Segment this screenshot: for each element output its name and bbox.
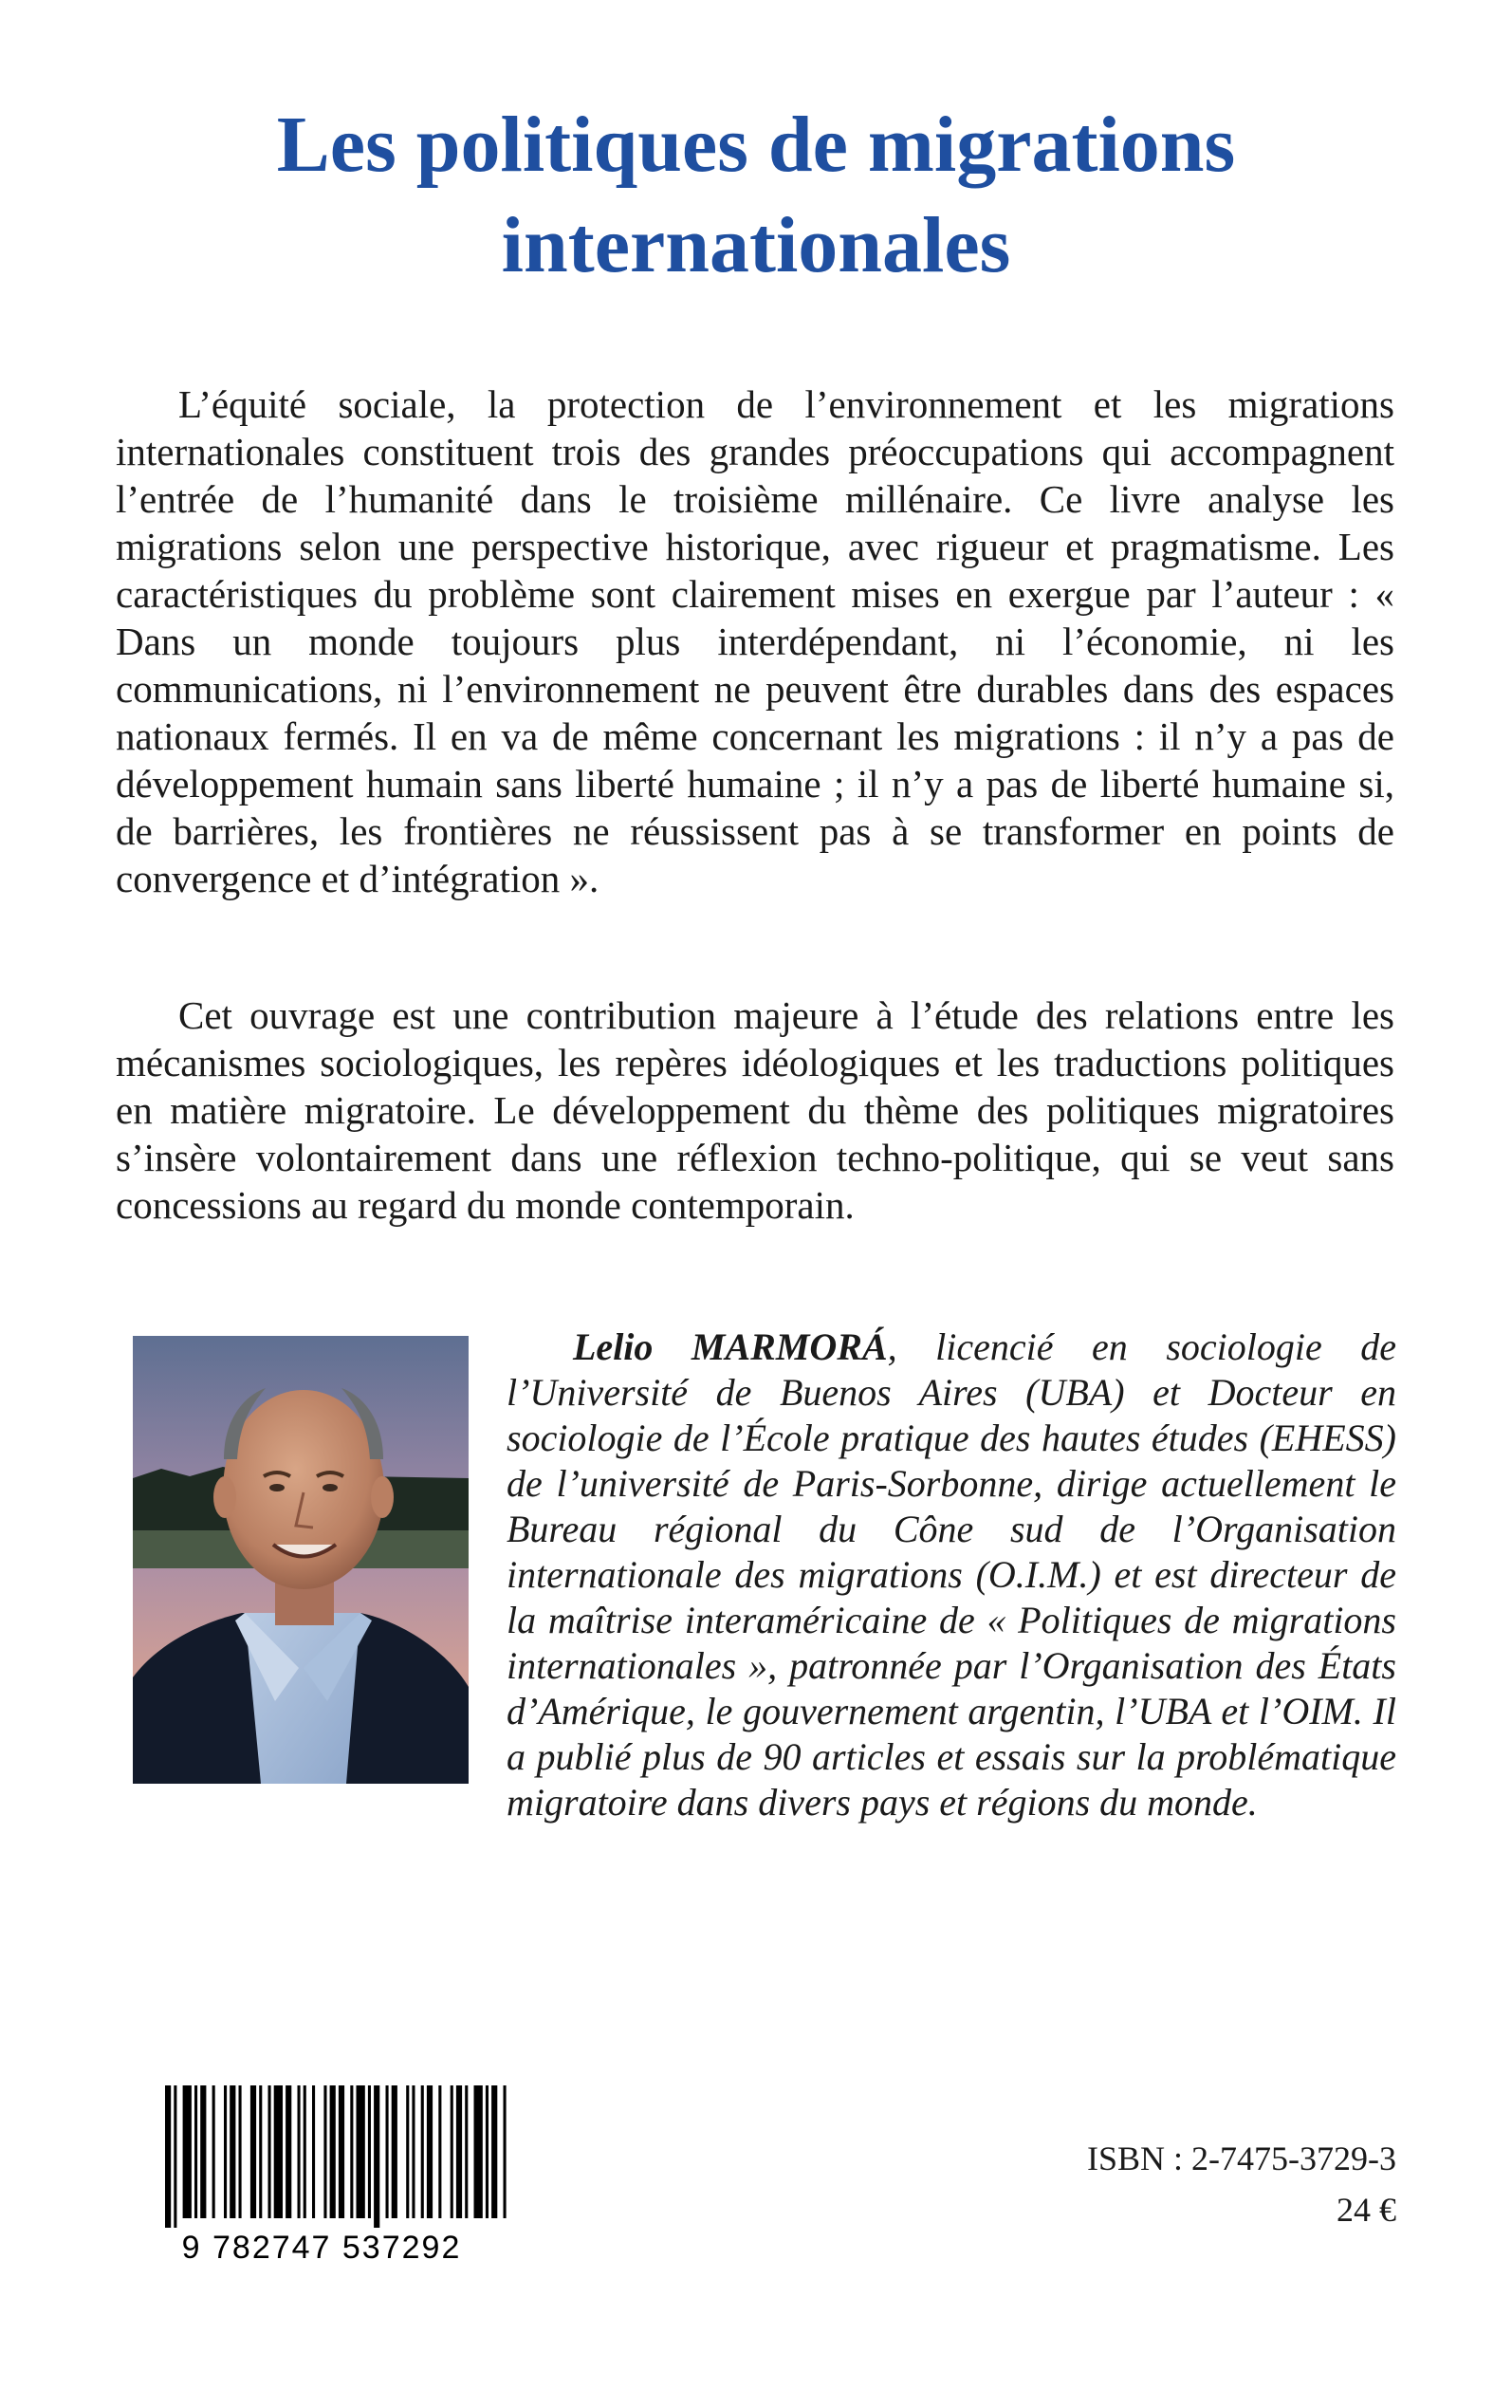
- barcode-bar: [456, 2085, 462, 2218]
- barcode-bar: [421, 2085, 424, 2218]
- barcode-bars: [165, 2085, 507, 2228]
- barcode-bar: [486, 2085, 489, 2218]
- barcode-bar: [465, 2085, 468, 2218]
- barcode-bar: [504, 2085, 507, 2218]
- barcode-bar: [183, 2085, 192, 2218]
- barcode-bar: [330, 2085, 336, 2218]
- barcode-bar: [438, 2085, 441, 2218]
- barcode-bar: [368, 2085, 371, 2218]
- author-bio-text: , licencié en sociologie de l’Université de Buenos Aires (UBA) et Docteur en sociologie de l’École pratique des hautes études (EHESS) de l’université de Paris-Sorbonne, dirige actuellement le Bureau régional du Cône sud de l’Organisation internationale des migrations (O.I.M.) et est directeur de la maîtrise interaméricaine de « Politiques de migrations internationales », patronnée par l’Organisation des États d’Amérique, le gouvernement argentin, l’UBA et l’OIM. Il a publié plus de 90 articles et essais sur la problématique migratoire dans divers pays et régions du monde.: [507, 1325, 1396, 1824]
- barcode-bar: [304, 2085, 306, 2218]
- barcode-bar: [165, 2085, 171, 2228]
- author-name: Lelio MARMORÁ: [573, 1325, 888, 1368]
- barcode-bar: [357, 2085, 365, 2218]
- barcode: [131, 2085, 512, 2262]
- barcode-bar: [239, 2085, 242, 2218]
- barcode-bar: [374, 2085, 379, 2228]
- summary-paragraph-2: Cet ouvrage est une contribution majeure à l’étude des relations entre les mécanismes sociologiques, les repères idéologiques et les traductions politiques en matière migratoire. Le développement du thème des politiques migratoires s’insère volontairement dans une réflexion techno-politique, qui se veut sans concessions au regard du monde contemporain.: [116, 993, 1394, 1227]
- barcode-bar: [339, 2085, 344, 2218]
- barcode-bar: [474, 2085, 483, 2218]
- barcode-bar: [392, 2085, 397, 2218]
- summary-paragraph-1: L’équité sociale, la protection de l’environnement et les migrations internationales constituent trois des grandes préoccupations qui accompagnent l’entrée de l’humanité dans le troisième millénaire. Ce livre analyse les migrations selon une perspective historique, avec rigueur et pragmatisme. Les caractéristiques du problème sont clairement mises en exergue par l’auteur : « Dans un monde toujours plus interdépendant, ni l’économie, ni les communications, ni l’environnement ne peuvent être durables dans des espaces nationaux fermés. Il en va de même concernant les migrations : il n’y a pas de développement humain sans liberté humaine ; il n’y a pas de liberté humaine si, de barrières, les frontières ne réussissent pas à se transformer en points de convergence et d’intégration ».: [116, 382, 1394, 900]
- barcode-number: 9 782747 537292: [181, 2230, 462, 2262]
- barcode-bar: [406, 2085, 409, 2218]
- price: 24 €: [1337, 2191, 1396, 2229]
- isbn: ISBN : 2-7475-3729-3: [1087, 2139, 1396, 2177]
- author-bio: [507, 1324, 1396, 1825]
- barcode-bar: [224, 2085, 227, 2218]
- barcode-bar: [312, 2085, 315, 2218]
- barcode-bar: [491, 2085, 497, 2218]
- barcode-bar: [268, 2085, 271, 2218]
- barcode-bar: [451, 2085, 453, 2218]
- barcode-bar: [230, 2085, 235, 2218]
- author-photo: [133, 1336, 469, 1784]
- barcode-bar: [427, 2085, 433, 2218]
- barcode-bar: [298, 2085, 301, 2218]
- title-line-1: Les politiques de migrations: [276, 101, 1236, 189]
- barcode-bar: [350, 2085, 353, 2218]
- barcode-bar: [212, 2085, 215, 2218]
- title-line-2: internationales: [501, 201, 1011, 289]
- barcode-bar: [194, 2085, 197, 2218]
- barcode-bar: [274, 2085, 283, 2218]
- barcode-bar: [259, 2085, 262, 2218]
- barcode-bar: [200, 2085, 206, 2218]
- barcode-bar: [250, 2085, 256, 2218]
- barcode-bar: [323, 2085, 326, 2218]
- barcode-bar: [174, 2085, 176, 2228]
- page-title: [0, 95, 1512, 296]
- barcode-bar: [412, 2085, 415, 2218]
- barcode-bar: [386, 2085, 389, 2218]
- barcode-bar: [286, 2085, 291, 2218]
